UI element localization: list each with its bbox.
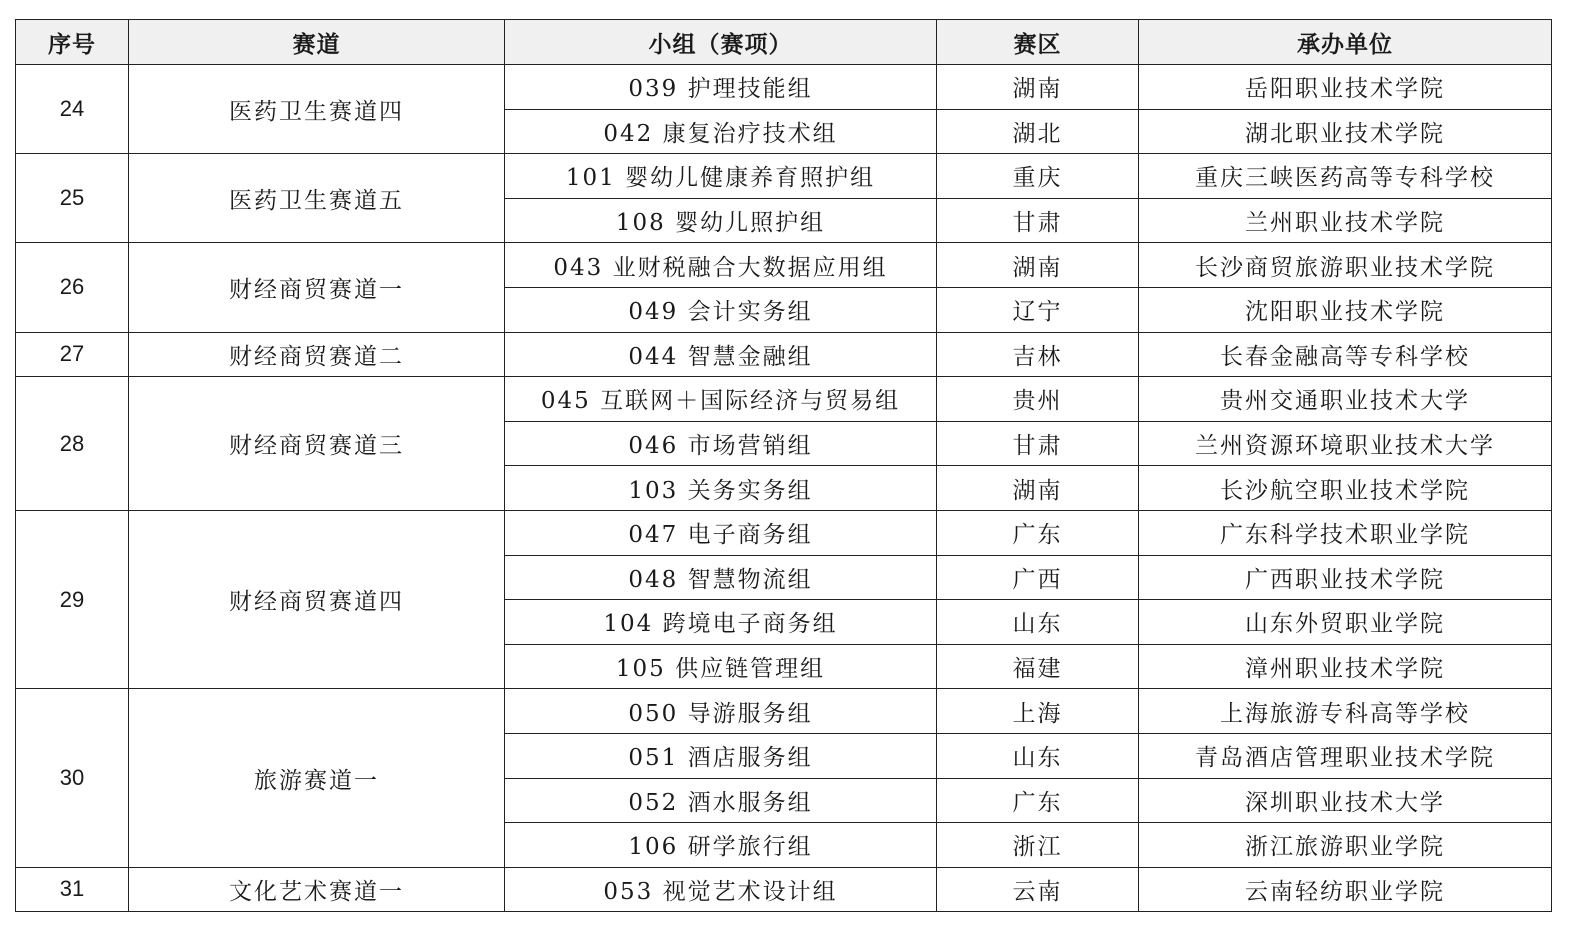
group-cell: 106 研学旅行组 xyxy=(505,823,937,868)
table-row xyxy=(16,243,1552,288)
group-cell: 051 酒店服务组 xyxy=(505,733,937,778)
row-number: 24 xyxy=(16,65,129,154)
group-cell: 043 业财税融合大数据应用组 xyxy=(505,243,937,288)
table-row xyxy=(16,689,1552,734)
group-cell: 050 导游服务组 xyxy=(505,689,937,734)
host-cell: 兰州职业技术学院 xyxy=(1139,198,1552,243)
track-cell: 财经商贸赛道一 xyxy=(129,243,505,332)
track-cell: 医药卫生赛道四 xyxy=(129,65,505,154)
region-cell: 广东 xyxy=(937,778,1139,823)
region-cell: 上海 xyxy=(937,689,1139,734)
row-number: 30 xyxy=(16,689,129,867)
group-cell: 049 会计实务组 xyxy=(505,287,937,332)
region-cell: 甘肃 xyxy=(937,198,1139,243)
header-region: 赛区 xyxy=(937,20,1139,65)
group-cell: 053 视觉艺术设计组 xyxy=(505,867,937,912)
host-cell: 深圳职业技术大学 xyxy=(1139,778,1552,823)
region-cell: 广东 xyxy=(937,510,1139,555)
region-cell: 福建 xyxy=(937,644,1139,689)
table-row xyxy=(16,510,1552,555)
row-number: 29 xyxy=(16,510,129,688)
group-cell: 052 酒水服务组 xyxy=(505,778,937,823)
row-number: 31 xyxy=(16,867,129,912)
row-number: 27 xyxy=(16,332,129,377)
track-cell: 财经商贸赛道三 xyxy=(129,377,505,511)
group-cell: 045 互联网＋国际经济与贸易组 xyxy=(505,377,937,422)
group-cell: 105 供应链管理组 xyxy=(505,644,937,689)
track-cell: 财经商贸赛道二 xyxy=(129,332,505,377)
host-cell: 岳阳职业技术学院 xyxy=(1139,65,1552,110)
region-cell: 贵州 xyxy=(937,377,1139,422)
table-row xyxy=(16,332,1552,377)
track-cell: 财经商贸赛道四 xyxy=(129,510,505,688)
host-cell: 青岛酒店管理职业技术学院 xyxy=(1139,733,1552,778)
host-cell: 云南轻纺职业学院 xyxy=(1139,867,1552,912)
group-cell: 039 护理技能组 xyxy=(505,65,937,110)
group-cell: 048 智慧物流组 xyxy=(505,555,937,600)
group-cell: 108 婴幼儿照护组 xyxy=(505,198,937,243)
group-cell: 042 康复治疗技术组 xyxy=(505,109,937,154)
region-cell: 广西 xyxy=(937,555,1139,600)
region-cell: 浙江 xyxy=(937,823,1139,868)
track-cell: 旅游赛道一 xyxy=(129,689,505,867)
host-cell: 湖北职业技术学院 xyxy=(1139,109,1552,154)
host-cell: 浙江旅游职业学院 xyxy=(1139,823,1552,868)
host-cell: 广东科学技术职业学院 xyxy=(1139,510,1552,555)
group-cell: 101 婴幼儿健康养育照护组 xyxy=(505,154,937,199)
region-cell: 山东 xyxy=(937,733,1139,778)
header-number: 序号 xyxy=(16,20,129,65)
group-cell: 104 跨境电子商务组 xyxy=(505,600,937,645)
region-cell: 湖南 xyxy=(937,466,1139,511)
region-cell: 山东 xyxy=(937,600,1139,645)
host-cell: 兰州资源环境职业技术大学 xyxy=(1139,421,1552,466)
host-cell: 长春金融高等专科学校 xyxy=(1139,332,1552,377)
table-row xyxy=(16,154,1552,199)
header-group: 小组（赛项） xyxy=(505,20,937,65)
host-cell: 上海旅游专科高等学校 xyxy=(1139,689,1552,734)
region-cell: 湖南 xyxy=(937,243,1139,288)
table-row xyxy=(16,867,1552,912)
table-header xyxy=(16,20,1552,65)
row-number: 25 xyxy=(16,154,129,243)
header-host: 承办单位 xyxy=(1139,20,1552,65)
host-cell: 漳州职业技术学院 xyxy=(1139,644,1552,689)
table-body xyxy=(16,65,1552,912)
region-cell: 重庆 xyxy=(937,154,1139,199)
table-row xyxy=(16,65,1552,110)
group-cell: 046 市场营销组 xyxy=(505,421,937,466)
header-track: 赛道 xyxy=(129,20,505,65)
track-cell: 文化艺术赛道一 xyxy=(129,867,505,912)
host-cell: 沈阳职业技术学院 xyxy=(1139,287,1552,332)
group-cell: 047 电子商务组 xyxy=(505,510,937,555)
group-cell: 044 智慧金融组 xyxy=(505,332,937,377)
competition-table xyxy=(15,19,1552,912)
track-cell: 医药卫生赛道五 xyxy=(129,154,505,243)
host-cell: 贵州交通职业技术大学 xyxy=(1139,377,1552,422)
region-cell: 吉林 xyxy=(937,332,1139,377)
region-cell: 辽宁 xyxy=(937,287,1139,332)
host-cell: 长沙航空职业技术学院 xyxy=(1139,466,1552,511)
group-cell: 103 关务实务组 xyxy=(505,466,937,511)
region-cell: 湖北 xyxy=(937,109,1139,154)
host-cell: 广西职业技术学院 xyxy=(1139,555,1552,600)
host-cell: 长沙商贸旅游职业技术学院 xyxy=(1139,243,1552,288)
table-row xyxy=(16,377,1552,422)
region-cell: 甘肃 xyxy=(937,421,1139,466)
row-number: 28 xyxy=(16,377,129,511)
row-number: 26 xyxy=(16,243,129,332)
host-cell: 重庆三峡医药高等专科学校 xyxy=(1139,154,1552,199)
header-row xyxy=(16,20,1552,65)
region-cell: 云南 xyxy=(937,867,1139,912)
region-cell: 湖南 xyxy=(937,65,1139,110)
host-cell: 山东外贸职业学院 xyxy=(1139,600,1552,645)
